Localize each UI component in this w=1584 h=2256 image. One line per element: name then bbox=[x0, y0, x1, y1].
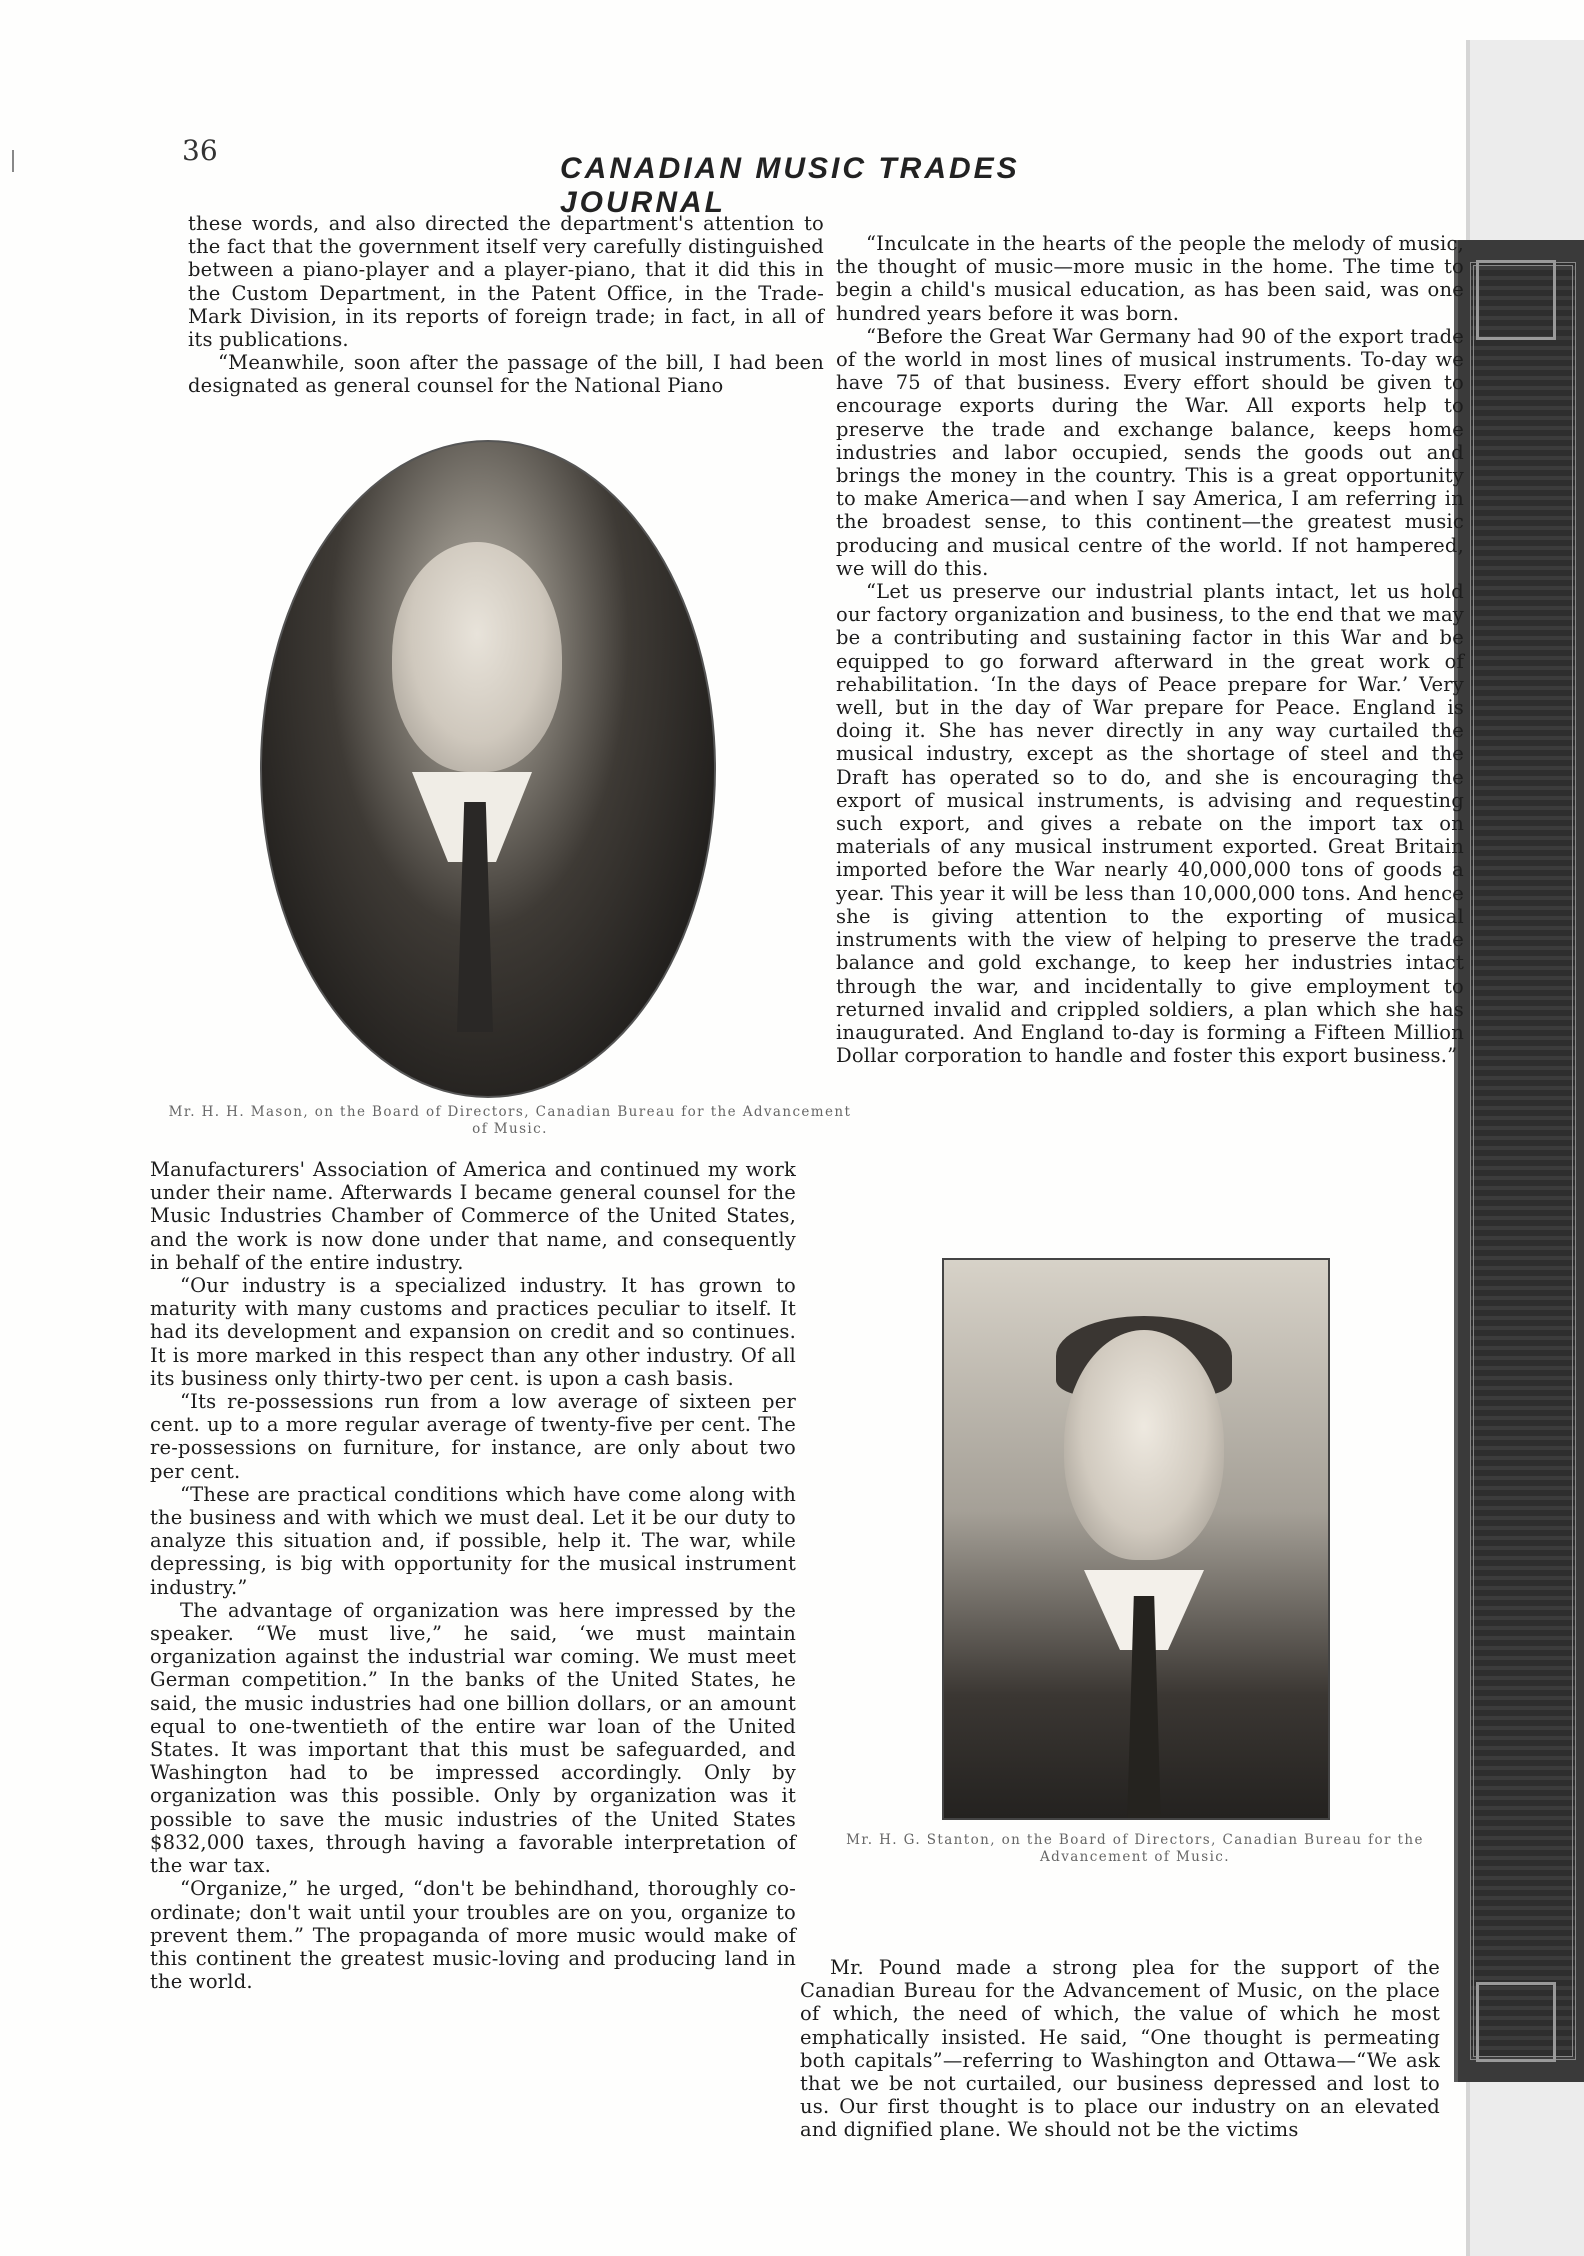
paragraph: “Its re-possessions run from a low average of sixteen per cent. up to a more regular average of twenty-five per cent. The re-possessions on furniture, for instance, are only about two per cent. bbox=[150, 1390, 796, 1483]
paragraph: “Organize,” he urged, “don't be behindhand, thoroughly co-ordinate; don't wait until your troubles are on you, organize to prevent them.” The propaganda of more music would make of this continent the greatest music-loving and producing land in the world. bbox=[150, 1877, 796, 1994]
paragraph: “Meanwhile, soon after the passage of the bill, I had been designated as general counsel for the National Piano bbox=[188, 351, 824, 398]
paragraph: “Inculcate in the hearts of the people the melody of music, the thought of music—more music in the home. The time to begin a child's musical education, as has been said, was one hundred years before it was born. bbox=[836, 232, 1464, 325]
border-pattern bbox=[1470, 262, 1576, 2060]
paragraph: “Before the Great War Germany had 90 of the export trade of the world in most lines of musical instruments. To-day we have 75 of that business. Every effort should be given to encourage exports during the War. All exports help to preserve the trade and exchange balance, keeps home industries and labor occupied, sends the goods out and brings the money in the country. This is a great opportunity to make America—and when I say America, I am referring in the broadest sense, to this continent—the greatest music producing and musical centre of the world. If not hampered, we will do this. bbox=[836, 324, 1464, 580]
left-column-bottom bbox=[150, 1158, 796, 1993]
decorative-border-strip bbox=[1454, 240, 1584, 2082]
paragraph: “Our industry is a specialized industry. It has grown to maturity with many customs and practices peculiar to itself. It had its development and expansion on credit and so continues. It is more marked in this respect than any other industry. Of all its business only thirty-two per cent. is upon a cash basis. bbox=[150, 1274, 796, 1390]
photo-caption-stanton: Mr. H. G. Stanton, on the Board of Directors, Canadian Bureau for the Advancement of Music. bbox=[846, 1832, 1424, 1865]
margin-mark bbox=[12, 150, 14, 172]
portrait-photo-stanton bbox=[942, 1258, 1330, 1820]
photo-caption-mason: Mr. H. H. Mason, on the Board of Directors, Canadian Bureau for the Advancement of Music. bbox=[168, 1104, 852, 1137]
journal-title: CANADIAN MUSIC TRADES JOURNAL bbox=[560, 152, 1020, 219]
border-corner-ornament-top bbox=[1476, 260, 1556, 340]
paragraph: “Let us preserve our industrial plants intact, let us hold our factory organization and business, to the end that we may be a contributing and sustaining factor in this War and be equipped to go forward afterward in the great work of rehabilitation. ‘In the days of Peace prepare for War.’ Very well, but in the day of War prepare for Peace. England is doing it. She has never directly in any way curtailed the musical industry, except as the shortage of steel and the Draft has operated so to do, and she is encouraging the export of musical instruments, is advising and requesting such export, and gives a rebate on the import tax on materials of any musical instrument exported. Great Britain imported before the War nearly 40,000,000 tons of goods a year. This year it will be less than 10,000,000 tons. And hence she is giving attention to the exporting of musical instruments with the view of helping to preserve the trade balance and gold exchange, to keep her industries intact through the war, and incidentally to give employment to returned invalid and crippled soldiers, a plan which she has inaugurated. And England to-day is forming a Fifteen Million Dollar corporation to handle and foster this export business.” bbox=[836, 580, 1464, 1068]
paragraph: these words, and also directed the department's attention to the fact that the government itself very carefully distinguished between a piano-player and a player-piano, that it did this in the Custom Department, in the Patent Office, in the Trade-Mark Division, in its reports of foreign trade; in fact, in all of its publications. bbox=[188, 212, 824, 352]
paragraph: The advantage of organization was here impressed by the speaker. “We must live,” he said, ‘we must maintain organization against the industrial war coming. We must meet German competition.” In the banks of the United States, he said, the music industries had one billion dollars, or an amount equal to one-twentieth of the entire war loan of the United States. It was important that this must be safeguarded, and Washington had to be impressed accordingly. Only by organization was this possible. Only by organization was it possible to save the music industries of the United States $832,000 taxes, through having a favorable interpretation of the war tax. bbox=[150, 1598, 796, 1878]
portrait-photo-mason bbox=[260, 440, 716, 1098]
portrait-face bbox=[392, 542, 562, 772]
left-column-top bbox=[188, 212, 824, 398]
border-corner-ornament-bottom bbox=[1476, 1982, 1556, 2062]
right-column-top bbox=[836, 232, 1464, 1067]
paragraph: “These are practical conditions which have come along with the business and with which we must deal. Let it be our duty to analyze this situation and, if possible, help it. The war, while depressing, is big with opportunity for the musical instrument industry.” bbox=[150, 1482, 796, 1599]
portrait-face bbox=[1064, 1330, 1224, 1560]
paragraph: Mr. Pound made a strong plea for the support of the Canadian Bureau for the Advancement of Music, on the place of which, the need of which, the value of which he most emphatically insisted. He said, “One thought is permeating both capitals”—referring to Washington and Ottawa—“We ask that we be not curtailed, our business depressed and lost to us. Our first thought is to place our industry on an elevated and dignified plane. We should not be the victims bbox=[800, 1956, 1440, 2142]
paragraph: Manufacturers' Association of America and continued my work under their name. Afterwards I became general counsel for the Music Industries Chamber of Commerce of the United States, and the work is now done under that name, and consequently in behalf of the entire industry. bbox=[150, 1158, 796, 1274]
right-column-bottom bbox=[800, 1956, 1440, 2142]
page-number: 36 bbox=[182, 134, 218, 167]
